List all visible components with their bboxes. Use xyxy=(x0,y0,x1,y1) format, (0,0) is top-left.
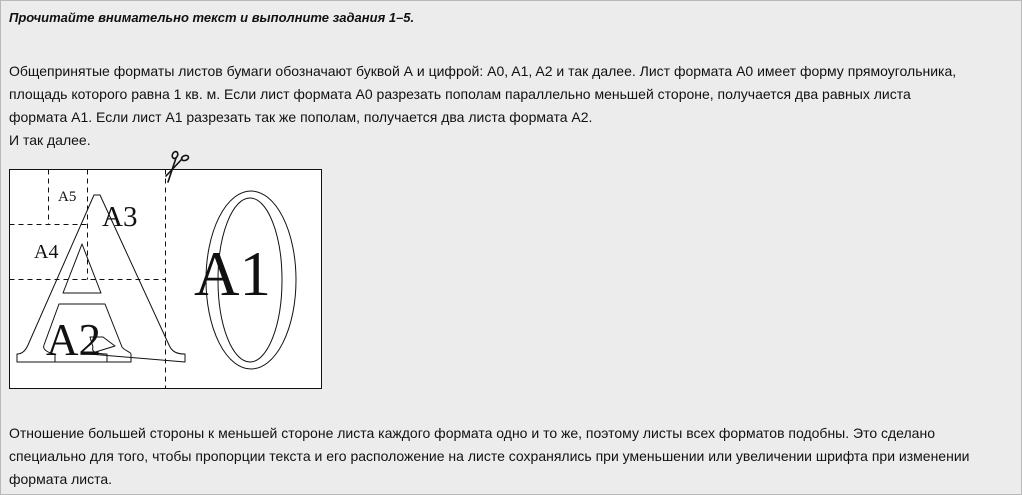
label-a3: A3 xyxy=(102,201,138,233)
paragraph-line: формата листа. xyxy=(9,471,113,487)
paragraph-line: формата A1. Если лист A1 разрезать так же пополам, получается два листа формата A2. xyxy=(9,109,593,125)
paragraph-line: площадь которого равна 1 кв. м. Если лист формата A0 разрезать пополам параллельно меньшей стороне, получается два равных листа xyxy=(9,86,911,102)
label-a5: A5 xyxy=(58,189,77,205)
paragraph-line: И так далее. xyxy=(9,132,91,148)
paragraph-line: Общепринятые форматы листов бумаги обозначают буквой А и цифрой: A0, A1, A2 и так далее. Лист формата A0 имеет форму прямоугольника, xyxy=(9,63,957,79)
label-a1: A1 xyxy=(194,239,271,309)
intro-paragraph xyxy=(9,60,1015,152)
label-a4: A4 xyxy=(34,241,59,263)
task-header: Прочитайте внимательно текст и выполните задания 1–5. xyxy=(9,10,415,25)
paragraph-line: специально для того, чтобы пропорции текста и его расположение на листе сохранялись при уменьшении или увеличении шрифта при изменении xyxy=(9,448,970,464)
similarity-paragraph xyxy=(9,422,1015,491)
label-a2: A2 xyxy=(46,315,101,365)
paper-formats-diagram xyxy=(1,149,331,391)
paragraph-line: Отношение большей стороны к меньшей стороне листа каждого формата одно и то же, поэтому листы всех форматов подобны. Это сделано xyxy=(9,425,935,441)
paper-formats-figure xyxy=(1,149,331,391)
